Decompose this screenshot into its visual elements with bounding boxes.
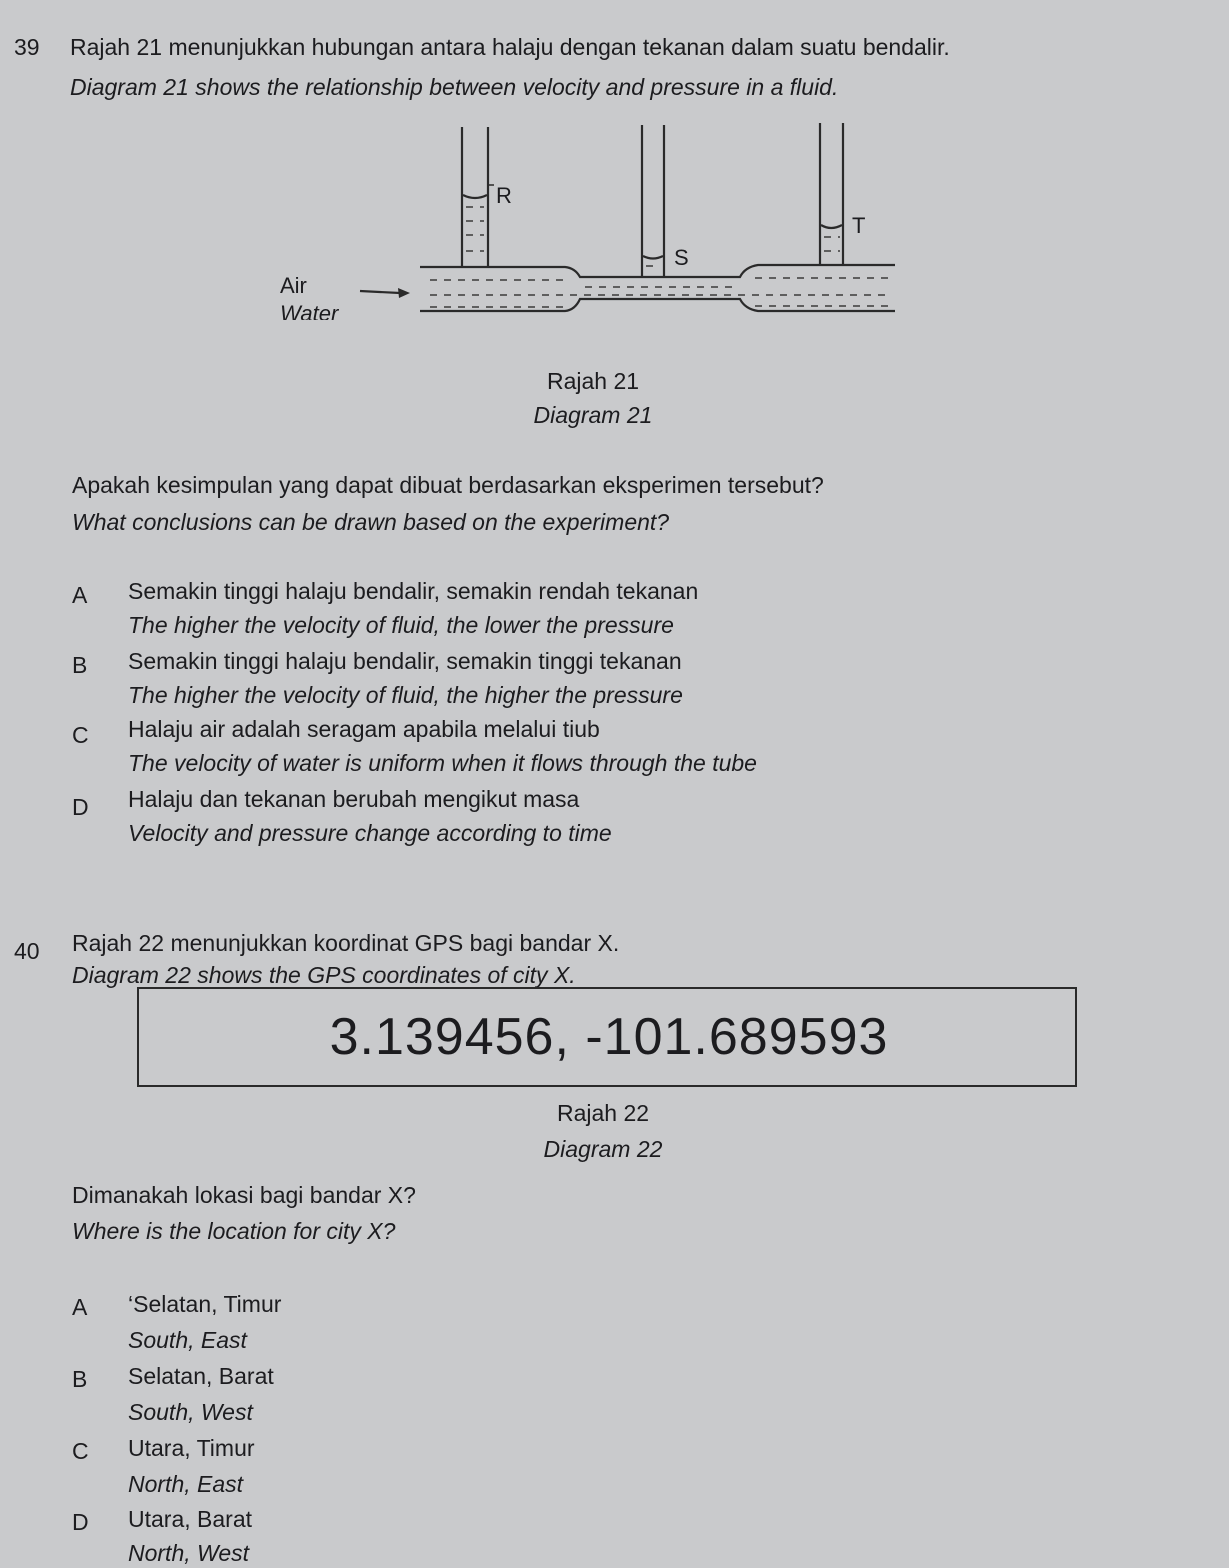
- option-letter[interactable]: B: [72, 1366, 88, 1392]
- option-letter[interactable]: B: [72, 652, 88, 678]
- gps-coordinates-box: [137, 987, 1077, 1087]
- label-t: T: [852, 213, 866, 238]
- option-c-ms[interactable]: Utara, Timur: [128, 1435, 255, 1461]
- tube-top-edge: [420, 265, 895, 277]
- label-r: R: [496, 183, 512, 208]
- diagram-22-caption-ms: Rajah 22: [556, 1100, 650, 1126]
- question-39-stem-ms: Rajah 21 menunjukkan hubungan antara halaju dengan tekanan dalam suatu bendalir.: [70, 34, 950, 60]
- meniscus-s: [643, 256, 663, 259]
- option-letter[interactable]: C: [72, 1438, 89, 1464]
- gps-coordinates: 3.139456, -101.689593: [329, 1008, 889, 1066]
- question-40-prompt-en: Where is the location for city X?: [72, 1218, 396, 1244]
- diagram-22-caption-en: Diagram 22: [543, 1136, 663, 1162]
- diagram-21-caption-ms: Rajah 21: [546, 368, 640, 394]
- meniscus-r: [463, 195, 487, 198]
- flow-arrow-shaft: [360, 291, 400, 293]
- diagram-21-caption-en: Diagram 21: [533, 402, 653, 428]
- option-a-ms[interactable]: ‘Selatan, Timur: [128, 1291, 282, 1317]
- option-c-en[interactable]: The velocity of water is uniform when it flows through the tube: [128, 750, 757, 776]
- option-a-en[interactable]: The higher the velocity of fluid, the lower the pressure: [128, 612, 674, 638]
- option-b-en[interactable]: South, West: [128, 1399, 253, 1425]
- option-b-en[interactable]: The higher the velocity of fluid, the higher the pressure: [128, 682, 683, 708]
- question-39-prompt-ms: Apakah kesimpulan yang dapat dibuat berdasarkan eksperimen tersebut?: [72, 472, 824, 498]
- option-d-en[interactable]: North, West: [128, 1540, 249, 1566]
- diagram-21: [270, 115, 910, 320]
- label-air: Air: [280, 273, 307, 298]
- option-c-ms[interactable]: Halaju air adalah seragam apabila melalui tiub: [128, 716, 600, 742]
- option-a-ms[interactable]: Semakin tinggi halaju bendalir, semakin rendah tekanan: [128, 578, 699, 604]
- flow-arrow-head: [398, 288, 410, 298]
- option-letter[interactable]: A: [72, 582, 88, 608]
- question-39-number: 39: [14, 34, 40, 60]
- question-40-prompt-ms: Dimanakah lokasi bagi bandar X?: [72, 1182, 416, 1208]
- tube-bottom-edge: [420, 299, 895, 311]
- question-39-stem-en: Diagram 21 shows the relationship between velocity and pressure in a fluid.: [70, 74, 839, 100]
- question-40-number: 40: [14, 938, 40, 964]
- option-d-ms[interactable]: Utara, Barat: [128, 1506, 252, 1532]
- option-letter[interactable]: D: [72, 1509, 89, 1535]
- option-letter[interactable]: D: [72, 794, 89, 820]
- option-d-en[interactable]: Velocity and pressure change according to time: [128, 820, 612, 846]
- question-40-stem-ms: Rajah 22 menunjukkan koordinat GPS bagi bandar X.: [72, 930, 620, 956]
- option-d-ms[interactable]: Halaju dan tekanan berubah mengikut masa: [128, 786, 580, 812]
- meniscus-t: [821, 225, 842, 228]
- option-letter[interactable]: C: [72, 722, 89, 748]
- option-c-en[interactable]: North, East: [128, 1471, 244, 1497]
- option-letter[interactable]: A: [72, 1294, 88, 1320]
- label-water: Water: [280, 301, 339, 320]
- question-40-stem-en: Diagram 22 shows the GPS coordinates of city X.: [72, 962, 576, 988]
- option-b-ms[interactable]: Selatan, Barat: [128, 1363, 274, 1389]
- label-s: S: [674, 245, 689, 270]
- option-b-ms[interactable]: Semakin tinggi halaju bendalir, semakin tinggi tekanan: [128, 648, 682, 674]
- option-a-en[interactable]: South, East: [128, 1327, 247, 1353]
- question-39-prompt-en: What conclusions can be drawn based on the experiment?: [72, 509, 670, 535]
